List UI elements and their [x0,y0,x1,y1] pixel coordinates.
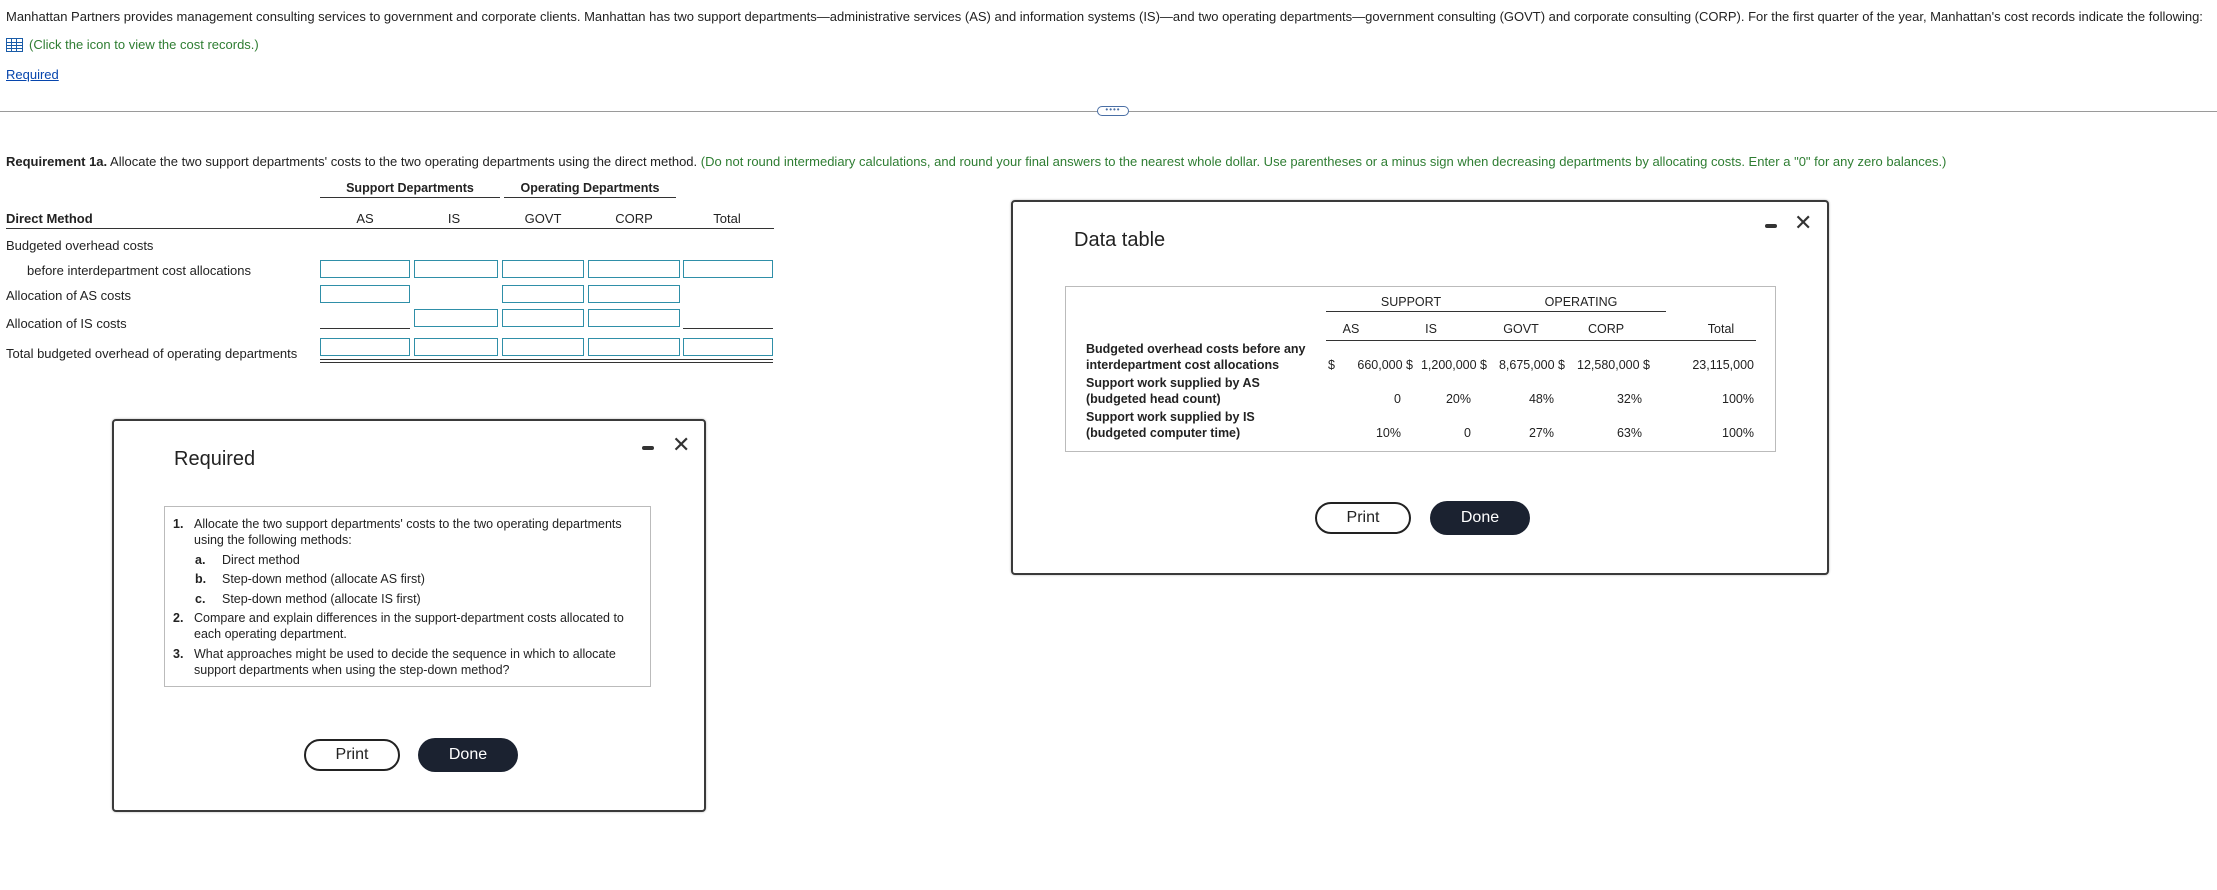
required-modal [112,419,706,812]
requirement-body: Allocate the two support departments' costs to the two operating departments using the direct method. [107,154,698,169]
direct-method-header: Direct Method [6,211,320,229]
dt-col-as: AS [1342,322,1360,336]
data-done-button[interactable]: Done [1430,501,1530,535]
close-icon[interactable]: ✕ [1794,210,1813,235]
dt-row2-label-2: (budgeted head count) [1086,392,1221,406]
req-text-a: Direct method [222,553,300,567]
support-departments-header: Support Departments [320,181,500,198]
req-num-1: 1. [173,517,184,531]
input-is-alloc-is[interactable] [414,309,498,327]
support-group-header: SUPPORT [1326,295,1496,312]
cost-records-link-text[interactable]: (Click the icon to view the cost records.) [29,37,259,52]
input-total-as[interactable] [320,338,410,356]
input-budgeted-corp[interactable] [588,260,680,278]
close-icon[interactable]: ✕ [672,432,691,457]
col-header-total: Total [680,211,774,229]
data-table-title: Data table [1074,229,1166,251]
dt-row1-label-2: interdepartment cost allocations [1086,358,1280,372]
col-header-as: AS [320,211,410,229]
input-total-is[interactable] [414,338,498,356]
double-underline-2 [320,362,773,363]
req-text-c: Step-down method (allocate IS first) [222,592,421,606]
dt-row2-corp: 32% [1616,392,1642,406]
operating-group-header: OPERATING [1496,295,1666,312]
dt-row3-total: 100% [1722,426,1754,440]
required-done-button[interactable]: Done [418,738,518,772]
dt-row2-as: 0 [1394,392,1401,406]
dt-row1-govt: 8,675,000 $ [1498,358,1565,372]
input-budgeted-govt[interactable] [502,260,584,278]
col-header-govt: GOVT [498,211,588,229]
req-num-c: c. [195,592,206,606]
req-text-1: Allocate the two support departments' costs to the two operating departments [194,517,622,531]
required-modal-title: Required [174,448,256,470]
dt-row1-as: 660,000 $ [1357,358,1413,372]
input-budgeted-is[interactable] [414,260,498,278]
input-budgeted-total[interactable] [683,260,773,278]
req-text-2b: each operating department. [194,627,347,641]
req-text-3: What approaches might be used to decide the sequence in which to allocate [194,647,616,661]
col-header-corp: CORP [588,211,680,229]
minimize-icon[interactable] [1765,224,1777,228]
expand-ellipsis-button[interactable]: •••• [1097,106,1129,116]
dt-row2-label-1: Support work supplied by AS [1086,376,1260,390]
requirement-label: Requirement 1a. [6,154,108,169]
input-as-alloc-corp[interactable] [588,285,680,303]
req-num-a: a. [195,553,206,567]
input-is-alloc-corp[interactable] [588,309,680,327]
dt-row2-total: 100% [1722,392,1754,406]
dt-row2-govt: 48% [1528,392,1554,406]
problem-intro: Manhattan Partners provides management consulting services to government and corporate clients. Manhattan has two support departments—administrative services (AS) and information systems (IS)—and two operating departments—government consulting (GOVT) and corporate consulting (CORP). For the first quarter of the year, Manhattan's cost records indicate the following: [6,9,2203,24]
required-link[interactable]: Required [6,67,59,82]
req-text-2: Compare and explain differences in the support-department costs allocated to [194,611,624,625]
dt-row3-label-1: Support work supplied by IS [1086,410,1255,424]
input-total-total[interactable] [683,338,773,356]
data-print-button[interactable]: Print [1315,502,1411,534]
req-text-1b: using the following methods: [194,533,352,547]
dt-row3-label-2: (budgeted computer time) [1086,426,1241,440]
dt-row3-is: 0 [1464,426,1471,440]
underline-is-alloc-as [320,328,410,329]
cost-records-table [1065,286,1776,452]
operating-departments-header: Operating Departments [504,181,676,198]
dt-row3-as: 10% [1375,426,1401,440]
dt-col-corp: CORP [1587,322,1625,336]
dt-row1-is: 1,200,000 $ [1420,358,1487,372]
cost-records-link[interactable] [6,37,259,52]
req-num-2: 2. [173,611,184,625]
requirement-instruction: (Do not round intermediary calculations, and round your final answers to the nearest whole dollar. Use parentheses or a minus sign when decreasing departments by allocating costs. Enter a "0" for any zero balances.) [697,154,1947,169]
dt-row2-is: 20% [1445,392,1471,406]
required-print-button[interactable]: Print [304,739,400,771]
col-header-is: IS [410,211,498,229]
table-grid-icon[interactable] [6,38,23,52]
data-table-modal [1011,200,1829,575]
input-budgeted-as[interactable] [320,260,410,278]
row-label-is-alloc: Allocation of IS costs [6,316,127,331]
row-label-as-alloc: Allocation of AS costs [6,288,132,303]
input-total-govt[interactable] [502,338,584,356]
input-as-alloc-as[interactable] [320,285,410,303]
req-text-3b: support departments when using the step-down method? [194,663,510,677]
req-num-b: b. [195,572,207,586]
dt-row3-govt: 27% [1528,426,1554,440]
dt-row3-corp: 63% [1616,426,1642,440]
dt-col-is: IS [1425,322,1437,336]
dt-header-rule [1326,340,1756,341]
requirements-list [164,506,651,687]
requirement-text [6,154,1946,169]
input-as-alloc-govt[interactable] [502,285,584,303]
req-text-b: Step-down method (allocate AS first) [222,572,425,586]
double-underline-1 [320,359,773,360]
input-is-alloc-govt[interactable] [502,309,584,327]
dt-col-govt: GOVT [1503,322,1539,336]
dt-row1-prefix: $ [1328,358,1335,372]
row-label-before-alloc: before interdepartment cost allocations [27,263,252,278]
dt-row1-label-1: Budgeted overhead costs before any [1086,342,1306,356]
input-total-corp[interactable] [588,338,680,356]
underline-is-alloc-total [683,328,773,329]
row-label-budgeted: Budgeted overhead costs [6,238,154,253]
dt-row1-corp: 12,580,000 $ [1577,358,1650,372]
dt-col-total: Total [1707,322,1735,336]
row-label-total: Total budgeted overhead of operating departments [6,346,298,361]
minimize-icon[interactable] [642,446,654,450]
dt-row1-total: 23,115,000 [1692,358,1754,372]
req-num-3: 3. [173,647,184,661]
